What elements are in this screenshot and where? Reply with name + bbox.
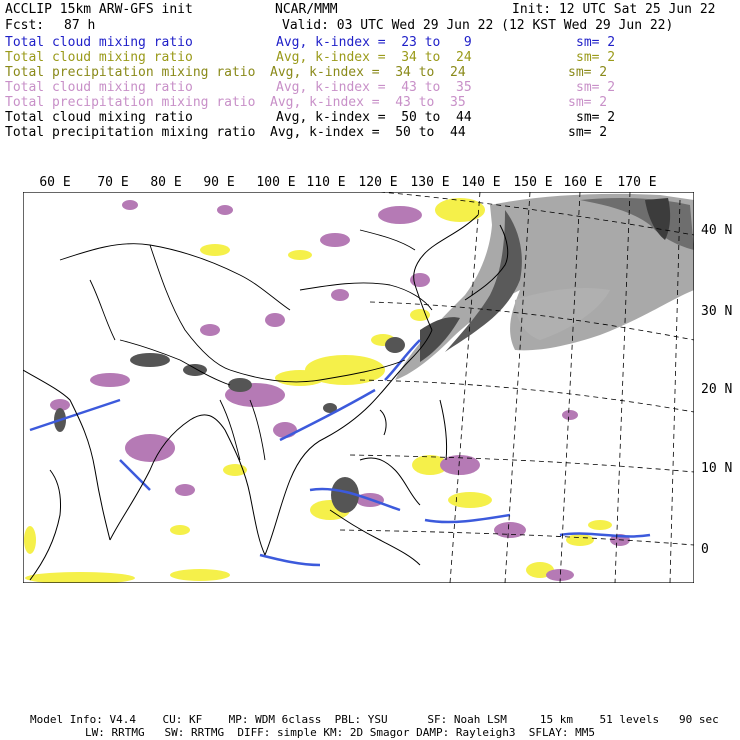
field-sm: sm= 2 bbox=[576, 80, 616, 95]
lat-label: 10 N bbox=[701, 461, 733, 476]
field-sm: sm= 2 bbox=[576, 110, 616, 125]
lon-label: 140 E bbox=[461, 175, 501, 190]
field-avg: Avg, k-index = 50 to 44 bbox=[270, 125, 466, 140]
field-sm: sm= 2 bbox=[576, 50, 616, 65]
model-info-line2: LW: RRTMG SW: RRTMG DIFF: simple KM: 2D Smagor DAMP: Rayleigh3 SFLAY: MM5 bbox=[85, 726, 595, 739]
lon-label: 120 E bbox=[358, 175, 398, 190]
field-avg: Avg, k-index = 34 to 24 bbox=[270, 65, 466, 80]
field-sm: sm= 2 bbox=[568, 125, 608, 140]
field-name: Total cloud mixing ratio bbox=[5, 80, 193, 95]
valid-time: Valid: 03 UTC Wed 29 Jun 22 (12 KST Wed 29 Jun 22) bbox=[282, 18, 674, 33]
field-sm: sm= 2 bbox=[568, 65, 608, 80]
model-info-line1: Model Info: V4.4 CU: KF MP: WDM 6class PBL: YSU SF: Noah LSM 15 km 51 levels 90 sec bbox=[30, 713, 719, 726]
field-avg: Avg, k-index = 43 to 35 bbox=[270, 95, 466, 110]
lon-labels bbox=[39, 175, 656, 190]
field-name: Total cloud mixing ratio bbox=[5, 110, 193, 125]
lon-label: 60 E bbox=[39, 175, 71, 190]
field-name: Total cloud mixing ratio bbox=[5, 35, 193, 50]
lat-labels bbox=[701, 223, 732, 557]
lon-label: 110 E bbox=[306, 175, 346, 190]
lon-label: 100 E bbox=[256, 175, 296, 190]
field-name: Total cloud mixing ratio bbox=[5, 50, 193, 65]
model-title: ACCLIP 15km ARW-GFS init bbox=[5, 2, 193, 17]
org-label: NCAR/MMM bbox=[275, 2, 338, 17]
lon-label: 90 E bbox=[203, 175, 235, 190]
lat-label: 40 N bbox=[701, 223, 733, 238]
lon-label: 170 E bbox=[617, 175, 657, 190]
field-avg: Avg, k-index = 50 to 44 bbox=[276, 110, 472, 125]
field-name: Total precipitation mixing ratio bbox=[5, 125, 256, 140]
init-time: Init: 12 UTC Sat 25 Jun 22 bbox=[512, 2, 716, 17]
lon-label: 150 E bbox=[513, 175, 553, 190]
field-avg: Avg, k-index = 23 to 9 bbox=[276, 35, 472, 50]
field-avg: Avg, k-index = 43 to 35 bbox=[276, 80, 472, 95]
lon-label: 130 E bbox=[410, 175, 450, 190]
field-name: Total precipitation mixing ratio bbox=[5, 65, 256, 80]
lon-label: 80 E bbox=[150, 175, 182, 190]
lat-label: 0 bbox=[701, 542, 709, 557]
lat-label: 30 N bbox=[701, 304, 733, 319]
field-sm: sm= 2 bbox=[568, 95, 608, 110]
field-avg: Avg, k-index = 34 to 24 bbox=[276, 50, 472, 65]
fcst-value: 87 h bbox=[64, 18, 96, 33]
lon-label: 160 E bbox=[563, 175, 603, 190]
field-name: Total precipitation mixing ratio bbox=[5, 95, 256, 110]
field-sm: sm= 2 bbox=[576, 35, 616, 50]
lon-label: 70 E bbox=[97, 175, 129, 190]
fcst-label: Fcst: bbox=[5, 18, 45, 33]
lat-label: 20 N bbox=[701, 382, 733, 397]
